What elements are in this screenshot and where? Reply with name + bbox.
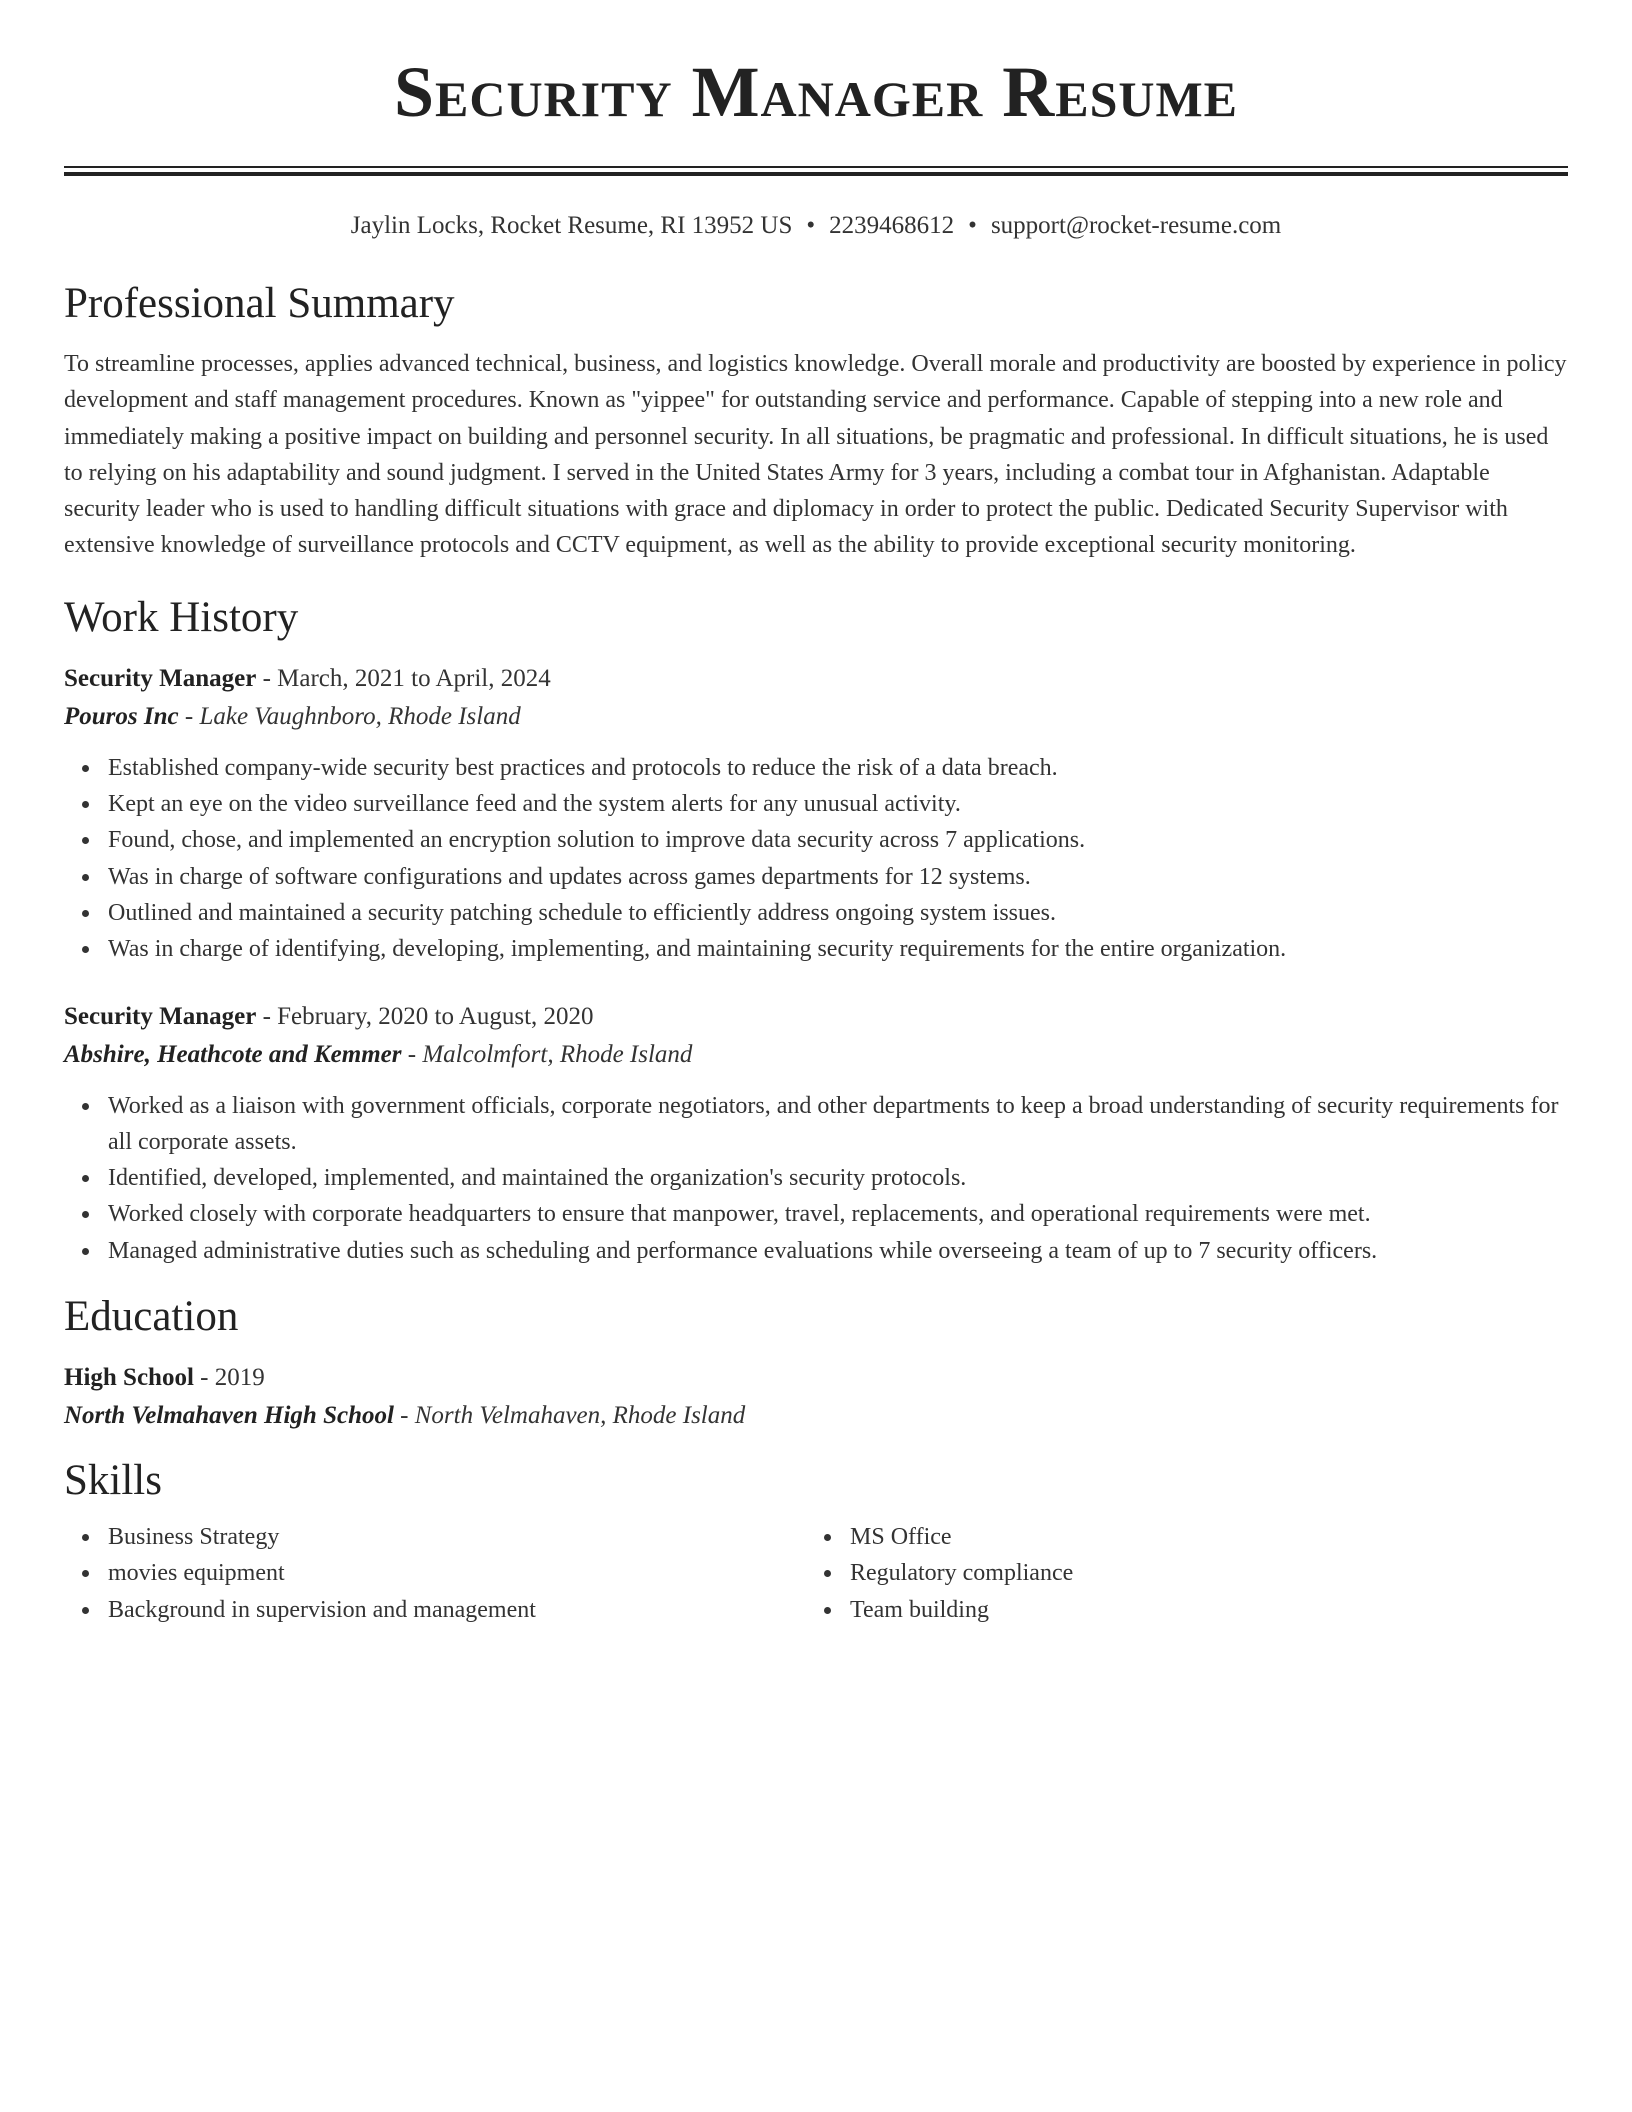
- skill-item: MS Office: [850, 1519, 1550, 1555]
- education-location: - North Velmahaven, Rhode Island: [393, 1402, 746, 1430]
- resume-page: [64, 0, 1568, 1628]
- skill-item: movies equipment: [108, 1555, 806, 1591]
- education-heading: Education: [64, 1293, 239, 1341]
- education-degree-line: [64, 1359, 1568, 1397]
- contact-separator: •: [968, 212, 977, 239]
- job-bullet: Managed administrative duties such as scheduling and performance evaluations while overseeing a team of up to 7 security officers.: [108, 1233, 1568, 1269]
- job-company-line: [64, 698, 1568, 736]
- skill-item: Regulatory compliance: [850, 1555, 1550, 1591]
- job-dates: - March, 2021 to April, 2024: [256, 664, 551, 692]
- job-company: Pouros Inc: [64, 702, 179, 730]
- job-bullet: Worked as a liaison with government officials, corporate negotiators, and other departments to keep a broad understanding of security requirements for all corporate assets.: [108, 1088, 1568, 1161]
- job-bullet: Established company-wide security best practices and protocols to reduce the risk of a data breach.: [108, 750, 1568, 786]
- skills-left-list: [64, 1519, 806, 1628]
- job-bullet: Was in charge of identifying, developing, implementing, and maintaining security requirements for the entire organization.: [108, 931, 1568, 967]
- skill-item: Business Strategy: [108, 1519, 806, 1555]
- education-school: North Velmahaven High School: [64, 1402, 394, 1430]
- job-bullet: Kept an eye on the video surveillance feed and the system alerts for any unusual activity.: [108, 786, 1568, 822]
- work-history-heading: Work History: [64, 593, 299, 641]
- job-title-line: [64, 998, 1568, 1036]
- job-bullets: [64, 750, 1568, 968]
- skill-item: Background in supervision and management: [108, 1592, 806, 1628]
- education-school-line: [64, 1397, 1568, 1435]
- job-location: - Malcolmfort, Rhode Island: [401, 1040, 693, 1068]
- job-company-line: [64, 1036, 1568, 1074]
- skills-columns: [64, 1519, 1568, 1628]
- job-dates: - February, 2020 to August, 2020: [256, 1002, 594, 1030]
- resume-title: Security Manager Resume: [393, 52, 1239, 132]
- summary-text: To streamline processes, applies advanced technical, business, and logistics knowledge. Overall morale and productivity are boosted by experience in policy development and staff management procedures. Known as "yippee" for outstanding service and performance. Capable of stepping into a new role and immediately making a positive impact on building and personnel security. In all situations, be pragmatic and professional. In difficult situations, he is used to relying on his adaptability and sound judgment. I served in the United States Army for 3 years, including a combat tour in Afghanistan. Adaptable security leader who is used to handling difficult situations with grace and diplomacy in order to protect the public. Dedicated Security Supervisor with extensive knowledge of surveillance protocols and CCTV equipment, as well as the ability to provide exceptional security monitoring.: [64, 351, 1567, 559]
- skills-heading: Skills: [64, 1457, 162, 1505]
- job-bullet: Outlined and maintained a security patching schedule to efficiently address ongoing system issues.: [108, 895, 1568, 931]
- education-year: - 2019: [193, 1364, 265, 1392]
- job-bullet: Was in charge of software configurations and updates across games departments for 12 systems.: [108, 859, 1568, 895]
- job-entry: [64, 998, 1568, 1269]
- job-bullet: Found, chose, and implemented an encryption solution to improve data security across 7 applications.: [108, 822, 1568, 858]
- contact-phone: 2239468612: [829, 212, 955, 239]
- contact-email: support@rocket-resume.com: [990, 212, 1282, 239]
- job-title: Security Manager: [64, 1002, 257, 1030]
- title-double-rule: [64, 166, 1568, 176]
- skill-item: Team building: [850, 1592, 1550, 1628]
- job-bullets: [64, 1088, 1568, 1269]
- job-title-line: [64, 660, 1568, 698]
- job-location: - Lake Vaughnboro, Rhode Island: [178, 702, 521, 730]
- summary-heading: Professional Summary: [64, 280, 455, 327]
- job-bullet: Worked closely with corporate headquarters to ensure that manpower, travel, replacements, and operational requirements were met.: [108, 1196, 1568, 1232]
- education-degree: High School: [64, 1364, 194, 1392]
- job-bullet: Identified, developed, implemented, and maintained the organization's security protocols.: [108, 1160, 1568, 1196]
- job-company: Abshire, Heathcote and Kemmer: [64, 1040, 402, 1068]
- contact-address: Jaylin Locks, Rocket Resume, RI 13952 US: [350, 212, 793, 239]
- contact-separator: •: [806, 212, 816, 239]
- job-entry: [64, 660, 1568, 968]
- job-title: Security Manager: [64, 664, 257, 692]
- skills-right-list: [806, 1519, 1550, 1628]
- contact-line: [64, 210, 1568, 242]
